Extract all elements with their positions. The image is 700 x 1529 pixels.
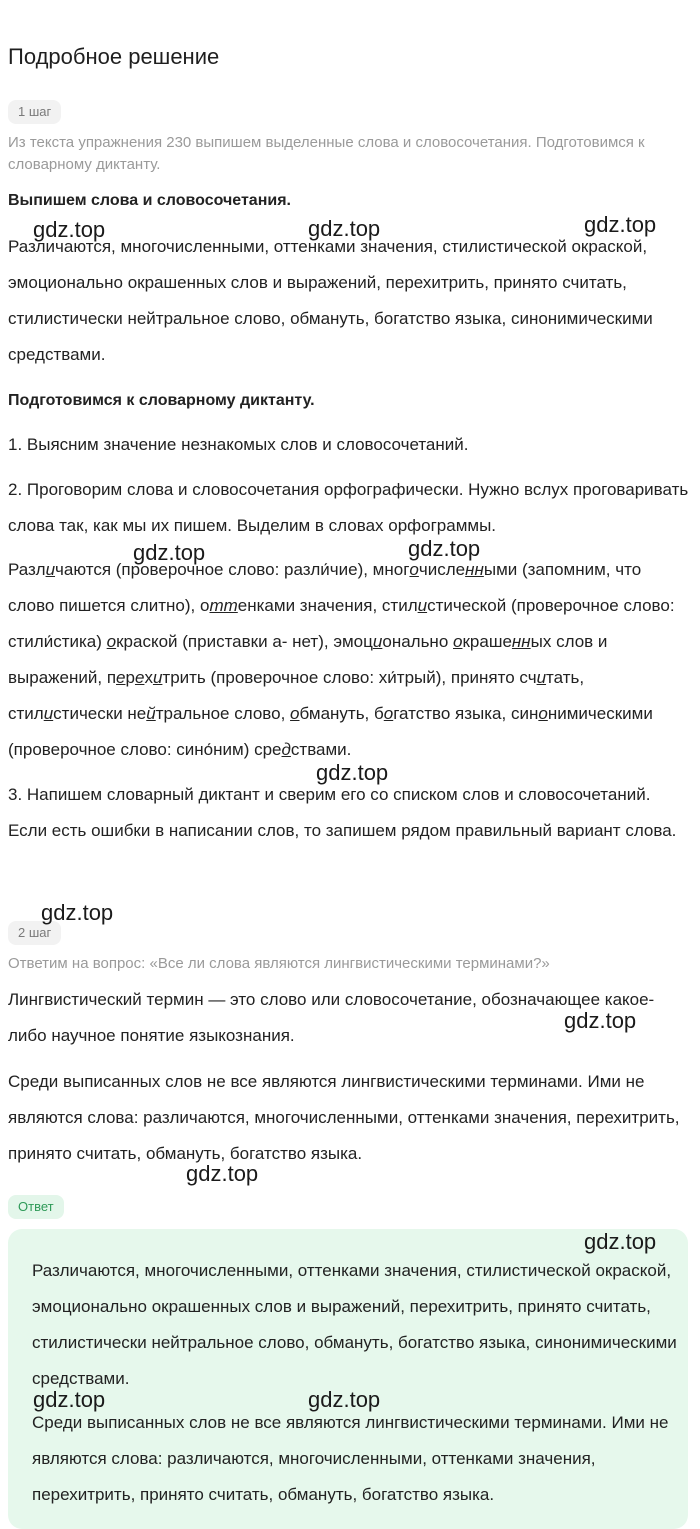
watermark: gdz.top bbox=[308, 1387, 381, 1412]
spelling-segment: бмануть, б bbox=[299, 704, 384, 723]
orthogram-mark: о bbox=[538, 704, 548, 723]
orthogram-mark: нн bbox=[465, 560, 484, 579]
watermark: gdz.top bbox=[584, 1229, 657, 1254]
words-paragraph: Различаются, многочисленными, оттенками значения, стилистической окраской, эмоционально окрашенных слов и выражений, перехитрить, принято считать, стилистически нейтральное слово, обмануть, богатство языка, синонимическими средствами. bbox=[8, 237, 653, 364]
spelling-segment: онально bbox=[382, 632, 453, 651]
spelling-segment: ыми (запомним, что слово пишется слитно), о bbox=[8, 560, 642, 615]
spelling-segment: гатство языка, син bbox=[393, 704, 539, 723]
point-2-text: 2. Проговорим слова и словосочетания орфографически. Нужно вслух проговаривать слова так, как мы их пишем. Выделим в словах орфограммы. bbox=[8, 480, 689, 535]
spelling-segment: тать, стил bbox=[8, 668, 585, 723]
step-1-point-3 bbox=[8, 777, 692, 849]
answer-paragraph-2 bbox=[32, 1405, 682, 1513]
spelling-segment: енками значения, стил bbox=[237, 596, 418, 615]
watermark: gdz.top bbox=[408, 536, 481, 561]
watermark: gdz.top bbox=[584, 212, 657, 237]
spelling-segment: Разл bbox=[8, 560, 46, 579]
spelling-segment: трить (проверочное слово: хи́трый), принято сч bbox=[162, 668, 537, 687]
orthogram-mark: о bbox=[453, 632, 463, 651]
spelling-segment: нимическими (проверочное слово: сино́ним) сре bbox=[8, 704, 653, 759]
answer-paragraph-1 bbox=[32, 1253, 682, 1397]
step-2-badge: 2 шаг bbox=[8, 921, 61, 945]
spelling-segment: краской (приставки а- нет), эмоц bbox=[116, 632, 373, 651]
answer-p2-text: Среди выписанных слов не все являются лингвистическими терминами. Ими не являются слова: различаются, многочисленными, оттенками значения, перехитрить, принято считать, обмануть, богатство языка. bbox=[32, 1413, 669, 1504]
spelling-segment: стически не bbox=[53, 704, 147, 723]
spelling-segment: тральное слово, bbox=[155, 704, 291, 723]
orthogram-mark: и bbox=[417, 596, 428, 615]
answer-p1-text: Различаются, многочисленными, оттенками значения, стилистической окраской, эмоционально окрашенных слов и выражений, перехитрить, принято считать, стилистически нейтральное слово, обмануть, богатство языка, синонимическими средствами. bbox=[32, 1261, 677, 1388]
step-1-words-list bbox=[8, 229, 692, 373]
orthogram-mark: й bbox=[146, 704, 156, 723]
orthogram-mark: о bbox=[106, 632, 117, 651]
spelling-segment: х bbox=[144, 668, 153, 687]
watermark: gdz.top bbox=[133, 540, 206, 565]
spelling-segment: р bbox=[125, 668, 135, 687]
page-title: Подробное решение bbox=[8, 44, 220, 69]
step-1-badge: 1 шаг bbox=[8, 100, 61, 124]
spelling-segment: чаются (проверочное слово: разли́чие), мног bbox=[55, 560, 410, 579]
watermark: gdz.top bbox=[33, 1387, 106, 1412]
orthogram-mark: о bbox=[290, 704, 300, 723]
point-3-text: 3. Напишем словарный диктант и сверим его со списком слов и словосочетаний. Если есть ошибки в написании слов, то запишем рядом правильный вариант слова. bbox=[8, 785, 677, 840]
watermark: gdz.top bbox=[316, 760, 389, 785]
spelling-segment: числе bbox=[418, 560, 466, 579]
orthogram-mark: и bbox=[43, 704, 54, 723]
spelling-segment: ствами. bbox=[290, 740, 352, 759]
orthogram-mark: тт bbox=[209, 596, 238, 615]
orthogram-mark: о bbox=[383, 704, 394, 723]
step-1-point-1 bbox=[8, 427, 692, 463]
watermark: gdz.top bbox=[41, 900, 114, 925]
orthogram-mark: нн bbox=[511, 632, 531, 651]
step-1-point-2 bbox=[8, 472, 692, 544]
watermark: gdz.top bbox=[186, 1161, 259, 1186]
orthogram-mark: и bbox=[152, 668, 163, 687]
step-1-heading-dictation: Подготовимся к словарному диктанту. bbox=[8, 392, 315, 409]
orthogram-mark: и bbox=[45, 560, 56, 579]
step-1-heading-words: Выпишем слова и словосочетания. bbox=[8, 192, 291, 209]
orthogram-mark: е bbox=[116, 668, 126, 687]
orthogram-mark: и bbox=[536, 668, 547, 687]
term-definition-text: Лингвистический термин — это слово или словосочетание, обозначающее какое-либо научное понятие языкознания. bbox=[8, 990, 655, 1045]
answer-badge: Ответ bbox=[8, 1195, 64, 1219]
watermark: gdz.top bbox=[564, 1008, 637, 1033]
spelling-segment: ых слов и выражений, п bbox=[8, 632, 608, 687]
orthogram-mark: е bbox=[134, 668, 145, 687]
spelling-segment: стической (проверочное слово: стили́стика) bbox=[8, 596, 675, 651]
spelling-paragraph bbox=[8, 552, 692, 768]
spelling-segment: краше bbox=[462, 632, 512, 651]
watermark: gdz.top bbox=[308, 216, 381, 241]
step-2-conclusion bbox=[8, 1064, 692, 1172]
conclusion-text: Среди выписанных слов не все являются лингвистическими терминами. Ими не являются слова: различаются, многочисленными, оттенками значения, перехитрить, принято считать, обмануть, богатство языка. bbox=[8, 1072, 680, 1163]
orthogram-mark: д bbox=[281, 740, 291, 759]
orthogram-mark: о bbox=[409, 560, 419, 579]
watermark: gdz.top bbox=[33, 217, 106, 242]
step-1-spelling bbox=[8, 552, 692, 768]
orthogram-mark: и bbox=[372, 632, 383, 651]
step-1-intro: Из текста упражнения 230 выпишем выделенные слова и словосочетания. Подготовимся к словарному диктанту. bbox=[8, 134, 645, 173]
point-1-text: 1. Выясним значение незнакомых слов и словосочетаний. bbox=[8, 435, 469, 454]
step-2-intro: Ответим на вопрос: «Все ли слова являются лингвистическими терминами?» bbox=[8, 955, 550, 972]
